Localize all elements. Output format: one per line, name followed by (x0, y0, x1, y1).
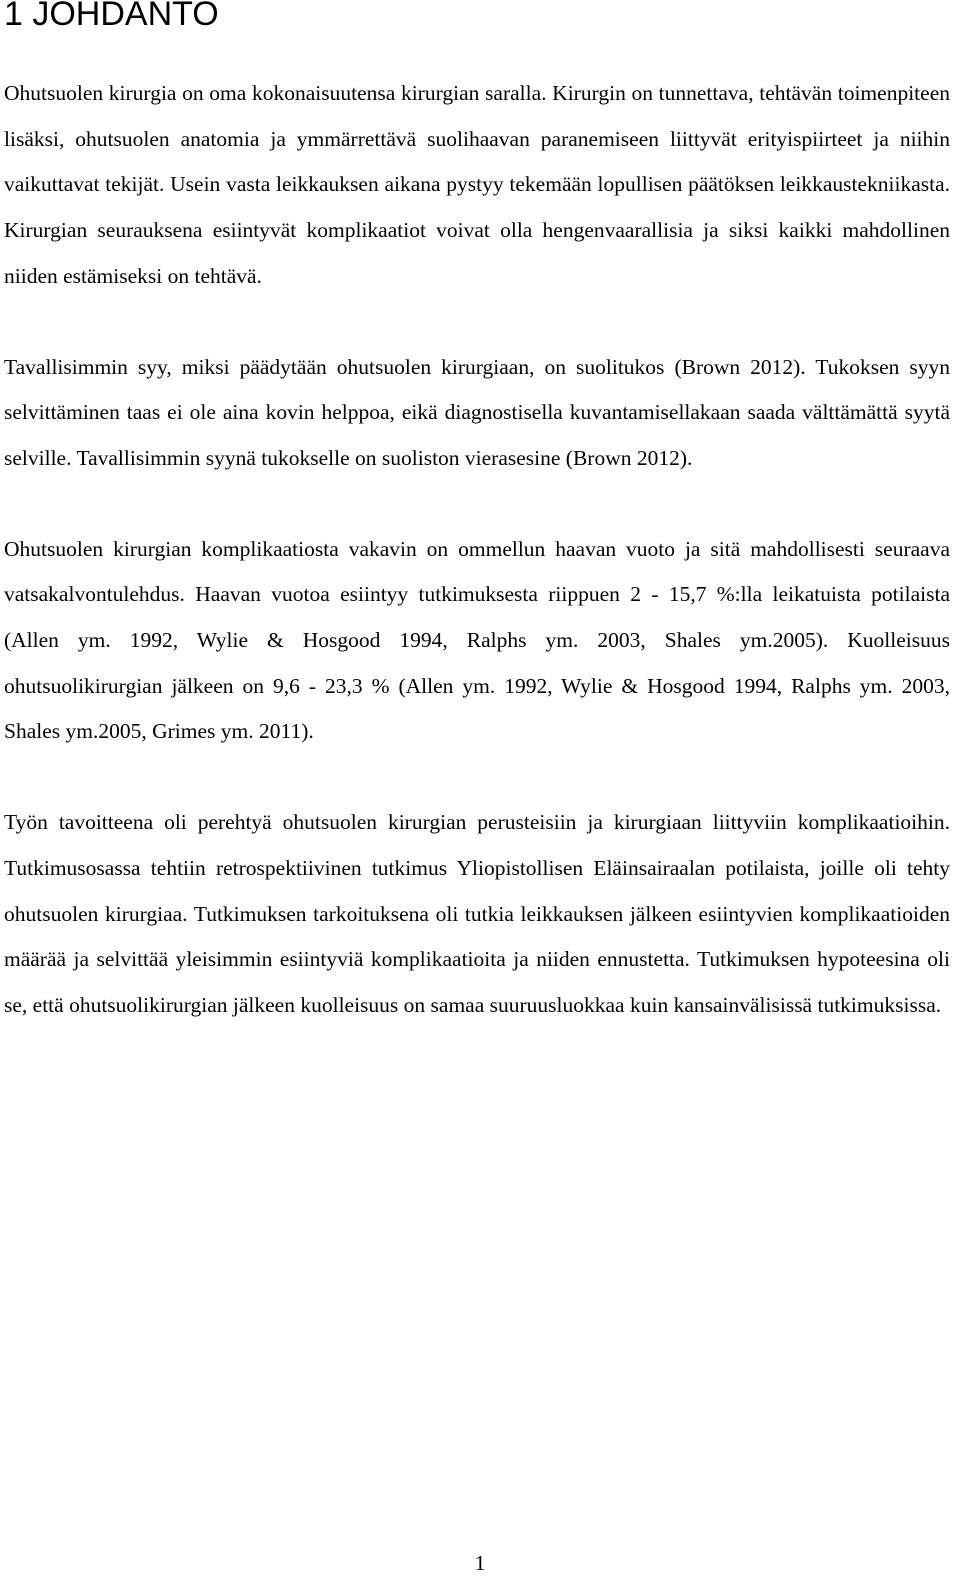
body-text (4, 71, 950, 1074)
chapter-heading: 1 JOHDANTO (4, 0, 219, 33)
paragraph-aims: Työn tavoitteena oli perehtyä ohutsuolen kirurgian perusteisiin ja kirurgiaan liittyviin komplikaatioihin. Tutkimusosassa tehtiin retrospektiivinen tutkimus Yliopistollisen Eläinsairaalan potilaista, joille oli tehty ohutsuolen kirurgiaa. Tutkimuksen tarkoituksena oli tutkia leikkauksen jälkeen esiintyvien komplikaatioiden määrää ja selvittää yleisimmin esiintyviä komplikaatioita ja niiden ennustetta. Tutkimuksen hypoteesina oli se, että ohutsuolikirurgian jälkeen kuolleisuus on samaa suuruusluokkaa kuin kansainvälisissä tutkimuksissa. (4, 810, 950, 1017)
paragraph-obstruction: Tavallisimmin syy, miksi päädytään ohutsuolen kirurgiaan, on suolitukos (Brown 2012). Tukoksen syyn selvittäminen taas ei ole aina kovin helppoa, eikä diagnostisella kuvantamisellakaan saada välttämättä syytä selville. Tavallisimmin syynä tukokselle on suoliston vierasesine (Brown 2012). (4, 354, 950, 470)
page-number: 1 (474, 1551, 486, 1575)
paragraph-introduction: Ohutsuolen kirurgia on oma kokonaisuutensa kirurgian saralla. Kirurgin on tunnettava, tehtävän toimenpiteen lisäksi, ohutsuolen anatomia ja ymmärrettävä suolihaavan paranemiseen liittyvät erityispiirteet ja niihin vaikuttavat tekijät. Usein vasta leikkauksen aikana pystyy tekemään lopullisen päätöksen leikkaustekniikasta. Kirurgian seurauksena esiintyvät komplikaatiot voivat olla hengenvaarallisia ja siksi kaikki mahdollinen niiden estämiseksi on tehtävä. (4, 81, 950, 288)
paragraph-complications: Ohutsuolen kirurgian komplikaatiosta vakavin on ommellun haavan vuoto ja sitä mahdollisesti seuraava vatsakalvontulehdus. Haavan vuotoa esiintyy tutkimuksesta riippuen 2 - 15,7 %:lla leikatuista potilaista (Allen ym. 1992, Wylie & Hosgood 1994, Ralphs ym. 2003, Shales ym.2005). Kuolleisuus ohutsuolikirurgian jälkeen on 9,6 - 23,3 % (Allen ym. 1992, Wylie & Hosgood 1994, Ralphs ym. 2003, Shales ym.2005, Grimes ym. 2011). (4, 536, 950, 744)
